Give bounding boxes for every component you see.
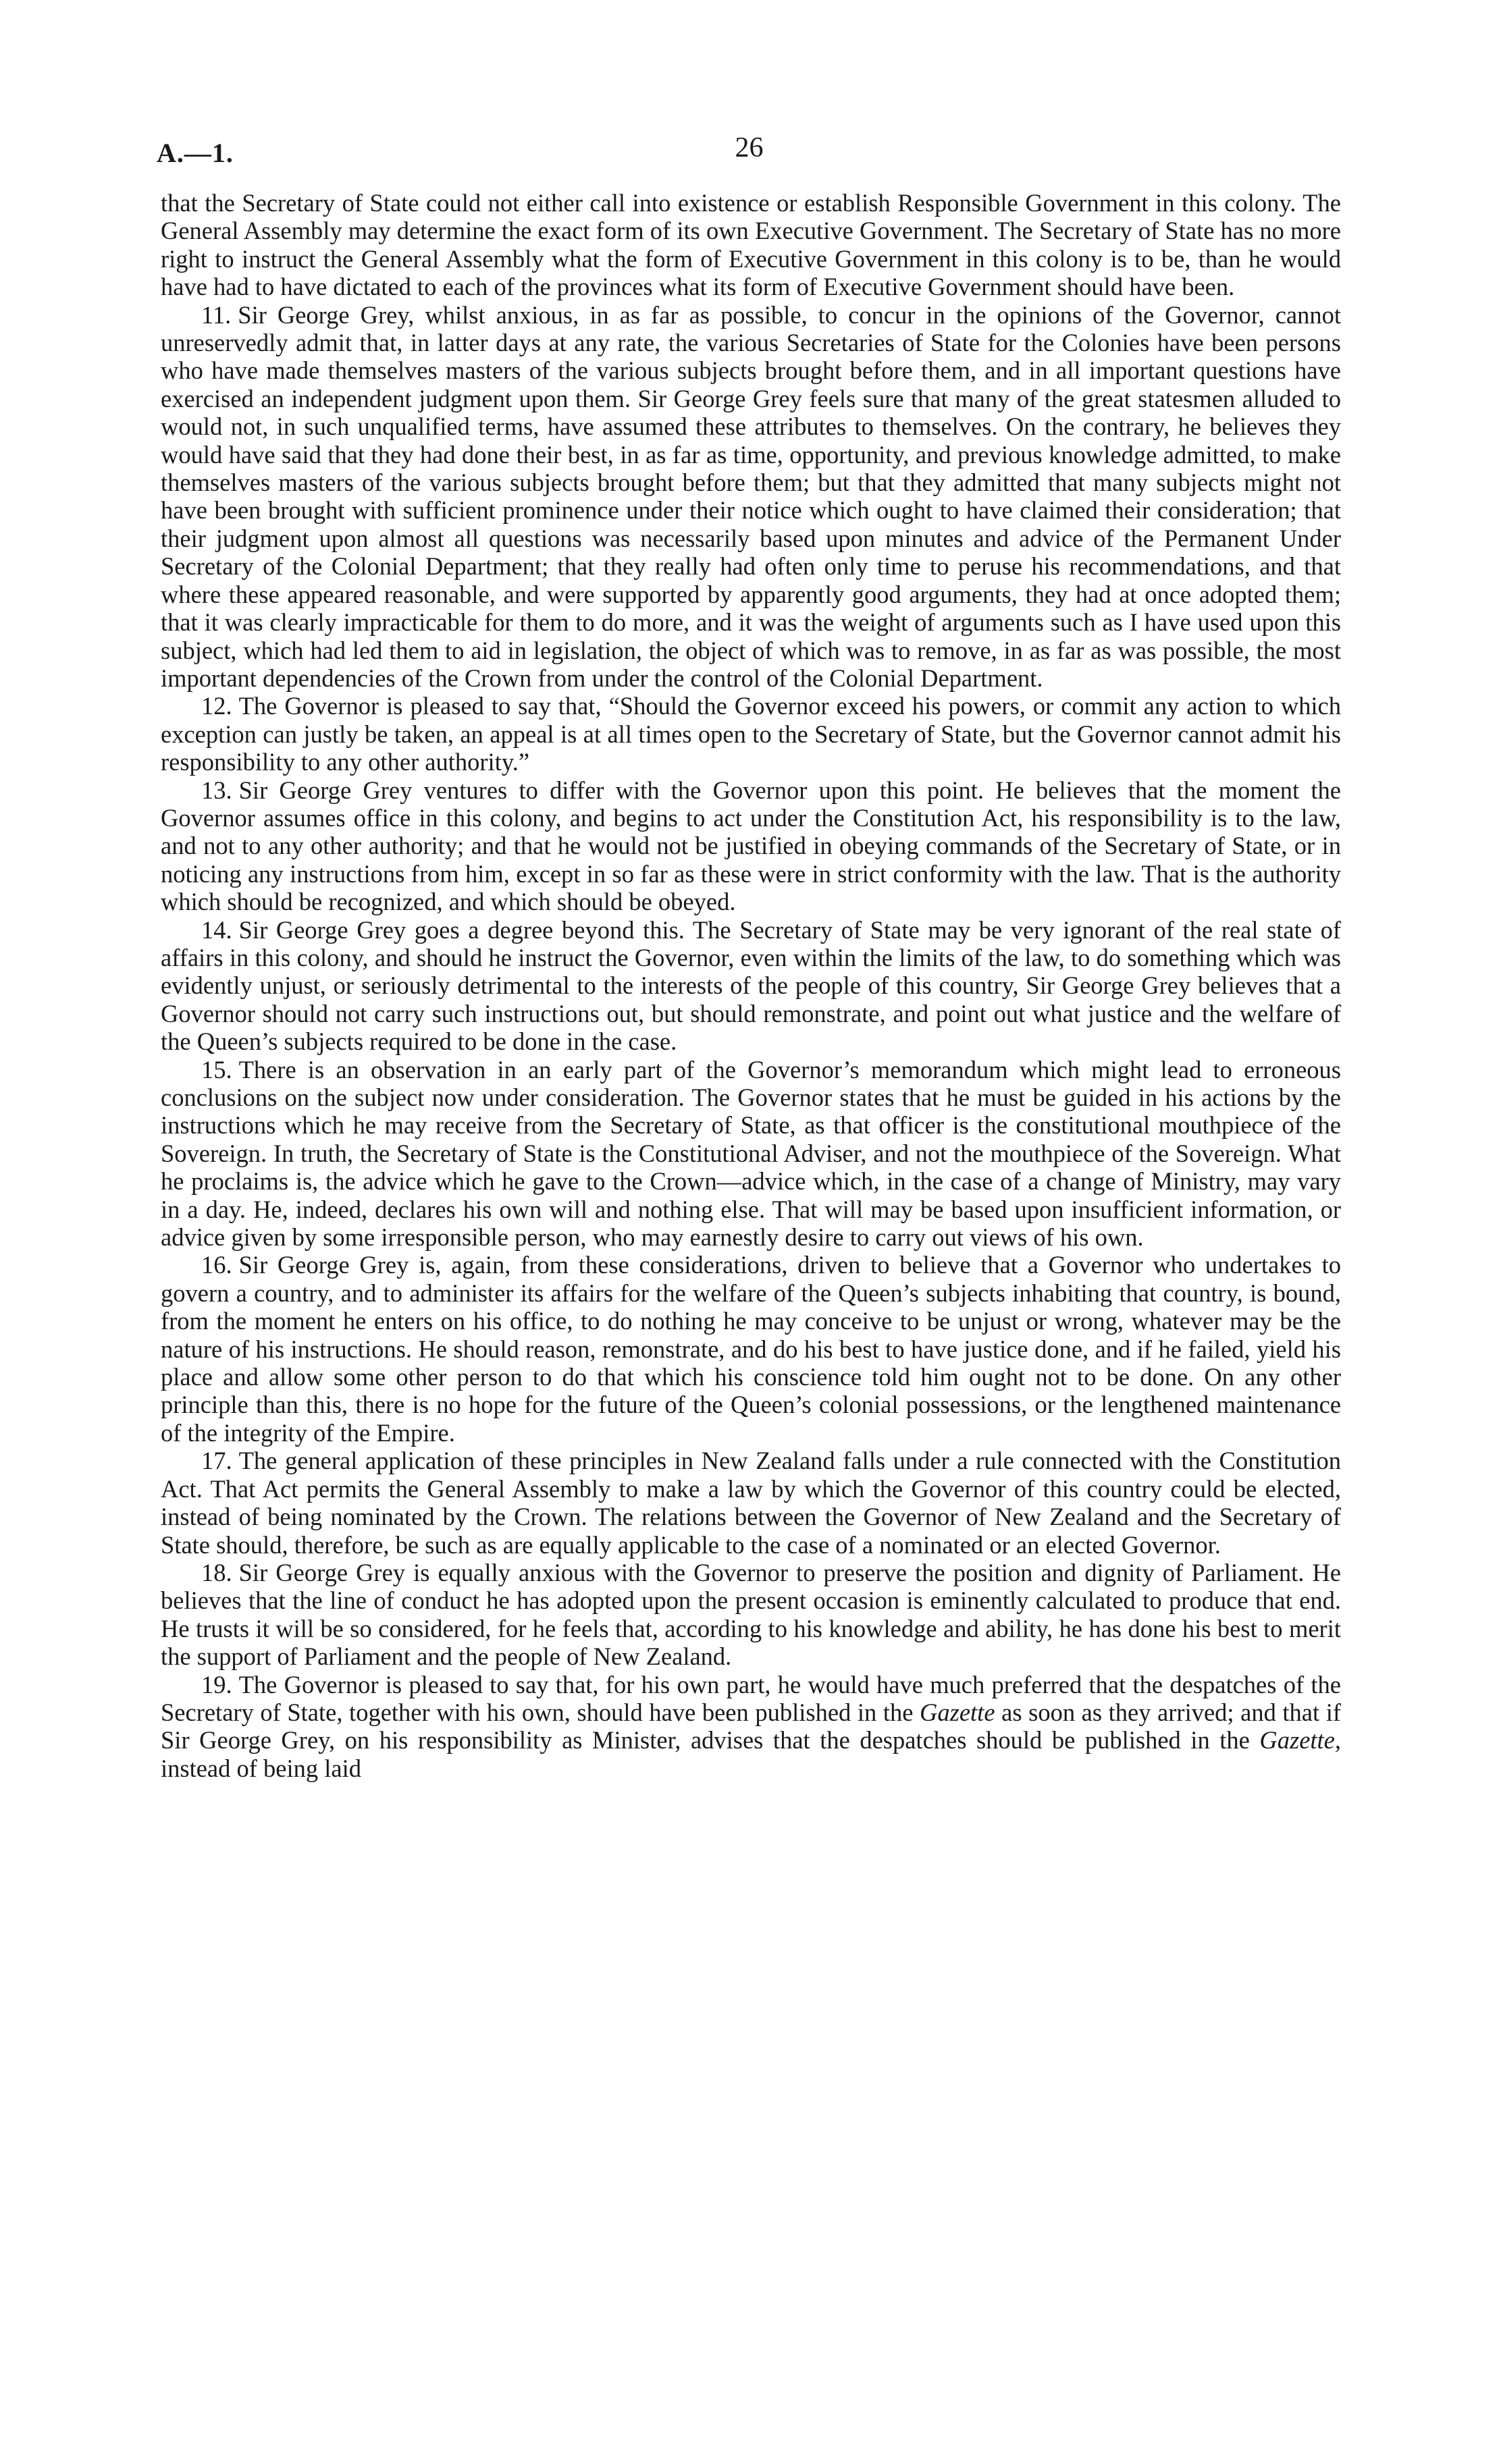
continuation-paragraph: that the Secretary of State could not either call into existence or establish Responsible Government in this colony. The General Assembly may determine the exact form of its own Executive Government. The Secretary of State has no more right to instruct the General Assembly what the form of Executive Government in this colony is to be, than he would have had to have dictated to each of the provinces what its form of Executive Government should have been. [161,189,1341,301]
paragraph-text: Sir George Grey, whilst anxious, in as far as possible, to concur in the opinions of the Governor, cannot unreservedly admit that, in latter days at any rate, the various Secretaries of State for the Colonies have been persons who have made themselves masters of the various subjects brought before them, and in all important questions have exercised an independent judgment upon them. Sir George Grey feels sure that many of the great statesmen alluded to would not, in such unqualified terms, have assumed these attributes to themselves. On the contrary, he believes they would have said that they had done their best, in as far as time, opportunity, and previous knowledge admitted, to make themselves masters of the various subjects brought before them; but that they admitted that many subjects might not have been brought with sufficient prominence under their notice which ought to have claimed their consideration; that their judgment upon almost all questions was necessarily based upon minutes and advice of the Permanent Under Secretary of the Colonial Department; that they really had often only time to peruse his recommendations, and that where these appeared reasonable, and were supported by apparently good arguments, they had at once adopted them; that it was clearly impracticable for them to do more, and it was the weight of arguments such as I have used upon this subject, which had led them to aid in legislation, the object of which was to remove, in as far as was possible, the most important dependencies of the Crown from under the control of the Colonial Department. [161,300,1341,692]
paragraph-text: Sir George Grey is equally anxious with the Governor to preserve the position and dignity of Parliament. He believes that the line of conduct he has adopted upon the present occasion is eminently calculated to produce that end. He trusts it will be so considered, for he feels that, according to his knowledge and ability, he has done his best to merit the support of Parliament and the people of New Zealand. [161,1558,1341,1671]
gazette-italic: Gazette, [1259,1726,1342,1755]
paragraph-17 [161,1447,1341,1559]
series-label: A.—1. [157,138,234,168]
body-text [161,189,1341,1782]
paragraph-13 [161,776,1341,916]
gazette-italic: Gazette [920,1698,995,1726]
paragraph-number: 15. [201,1055,232,1083]
paragraph-16 [161,1251,1341,1447]
page-header [157,132,1342,179]
paragraph-number: 17. [201,1447,232,1475]
paragraph-text-part: as soon as they arrived; and that if Sir George Grey, on his responsibility as Minister, advises that the despatches should be published in the [161,1698,1342,1755]
paragraph-text: The Governor is pleased to say that, “Should the Governor exceed his powers, or commit any action to which exception can justly be taken, an appeal is at all times open to the Secretary of State, but the Governor cannot admit his responsibility to any other authority.” [161,692,1341,776]
paragraph-text: There is an observation in an early part of the Governor’s memorandum which might lead to erroneous conclusions on the subject now under consideration. The Governor states that he must be guided in his actions by the instructions which he may receive from the Secretary of State, as that officer is the constitutional mouthpiece of the Sovereign. In truth, the Secretary of State is the Constitutional Adviser, and not the mouthpiece of the Sovereign. What he proclaims is, the advice which he gave to the Crown—advice which, in the case of a change of Ministry, may vary in a day. He, indeed, declares his own will and nothing else. That will may be based upon insufficient information, or advice given by some irresponsible person, who may earnestly desire to carry out views of his own. [161,1055,1341,1252]
paragraph-14 [161,916,1341,1056]
paragraph-11 [161,301,1341,693]
paragraph-text-part: The Governor is pleased to say that, for his own part, he would have much preferred that the despatches of the Secretary of State, together with his own, should have been published in the [161,1670,1341,1726]
paragraph-12 [161,692,1341,776]
paragraph-number: 13. [201,776,232,804]
paragraph-text: Sir George Grey ventures to differ with the Governor upon this point. He believes that the moment the Governor assumes office in this colony, and begins to act under the Constitution Act, his responsibility is to the law, and not to any other authority; and that he would not be justified in obeying commands of the Secretary of State, or in noticing any instructions from him, except in so far as these were in strict conformity with the law. That is the authority which should be recognized, and which should be obeyed. [161,776,1341,916]
paragraph-number: 16. [201,1251,232,1279]
paragraph-text-part: instead of being laid [161,1754,361,1782]
paragraph-number: 11. [201,300,232,329]
paragraph-text: Sir George Grey goes a degree beyond this. The Secretary of State may be very ignorant of the real state of affairs in this colony, and should he instruct the Governor, even within the limits of the law, to do something which was evidently unjust, or seriously detrimental to the interests of the people of this country, Sir George Grey believes that a Governor should not carry such instructions out, but should remonstrate, and point out what justice and the welfare of the Queen’s subjects required to be done in the case. [161,915,1341,1056]
paragraph-number: 12. [201,692,232,720]
paragraph-number: 18. [201,1558,232,1586]
paragraph-15 [161,1056,1341,1252]
paragraph-19 [161,1671,1341,1783]
paragraph-text: Sir George Grey is, again, from these considerations, driven to believe that a Governor who undertakes to govern a country, and to administer its affairs for the welfare of the Queen’s subjects inhabiting that country, is bound, from the moment he enters on his office, to do nothing he may conceive to be unjust or wrong, whatever may be the nature of his instructions. He should reason, remonstrate, and do his best to have justice done, and if he failed, yield his place and allow some other person to do that which his conscience told him ought not to be done. On any other principle than this, there is no hope for the future of the Queen’s colonial possessions, or the lengthened maintenance of the integrity of the Empire. [161,1251,1341,1447]
paragraph-18 [161,1559,1341,1671]
paragraph-text: The general application of these principles in New Zealand falls under a rule connected with the Constitution Act. That Act permits the General Assembly to make a law by which the Governor of this country could be elected, instead of being nominated by the Crown. The relations between the Governor of New Zealand and the Secretary of State should, therefore, be such as are equally applicable to the case of a nominated or an elected Governor. [161,1447,1341,1559]
page-number: 26 [735,132,764,163]
paragraph-number: 14. [201,915,232,944]
paragraph-number: 19. [201,1670,232,1698]
